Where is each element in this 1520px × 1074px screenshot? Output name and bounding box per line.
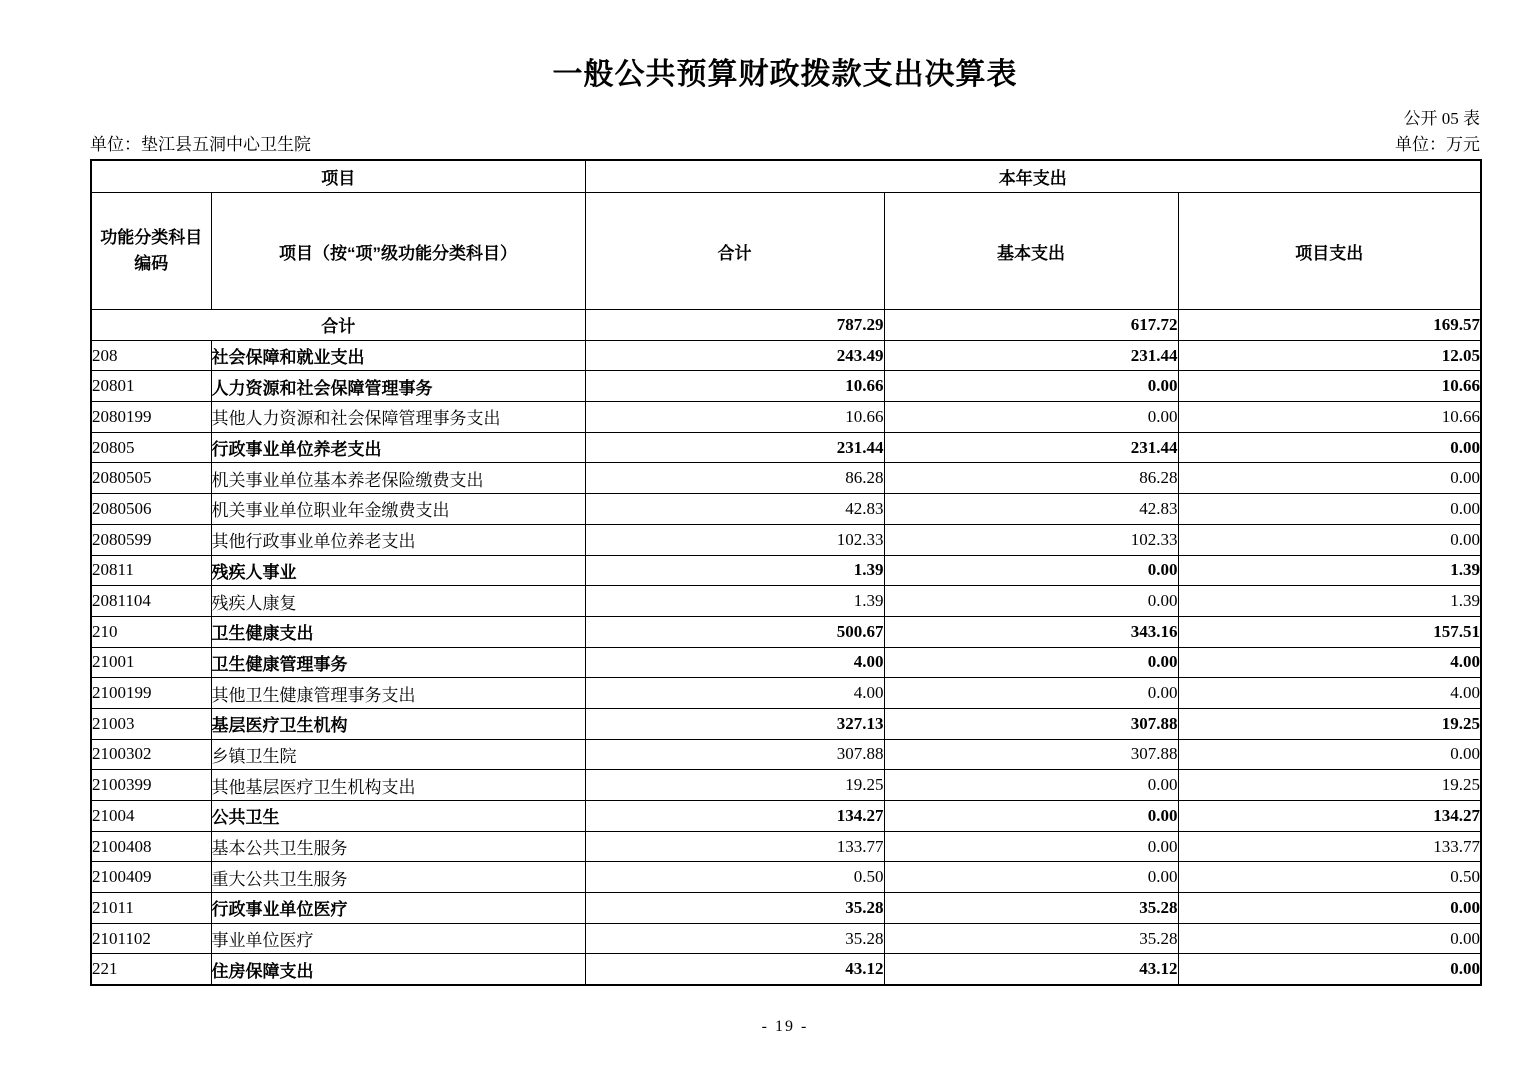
row-name: 卫生健康支出: [211, 616, 585, 647]
org-unit-label: 单位：垫江县五洞中心卫生院: [90, 135, 311, 154]
document-page: [90, 0, 1480, 986]
row-project: 0.00: [1178, 524, 1481, 555]
row-project: 157.51: [1178, 616, 1481, 647]
row-total: 231.44: [585, 432, 884, 463]
row-total: 4.00: [585, 647, 884, 678]
row-total: 0.50: [585, 862, 884, 893]
row-total: 35.28: [585, 893, 884, 924]
row-project: 4.00: [1178, 678, 1481, 709]
row-basic: 0.00: [884, 862, 1178, 893]
header-project-expenditure: 项目支出: [1178, 193, 1481, 310]
row-project: 12.05: [1178, 340, 1481, 371]
row-code: 20801: [91, 371, 211, 402]
row-name: 残疾人康复: [211, 586, 585, 617]
row-project: 0.00: [1178, 893, 1481, 924]
row-project: 133.77: [1178, 831, 1481, 862]
header-group-project: 项目: [91, 160, 585, 193]
table-row: [91, 402, 1481, 433]
header-function-code: 功能分类科目编码: [91, 193, 211, 310]
row-name: 公共卫生: [211, 801, 585, 832]
table-row: [91, 862, 1481, 893]
table-row: [91, 555, 1481, 586]
row-code: 2100399: [91, 770, 211, 801]
row-project: 134.27: [1178, 801, 1481, 832]
row-basic: 0.00: [884, 586, 1178, 617]
table-header: [91, 160, 1481, 310]
row-project: 1.39: [1178, 586, 1481, 617]
row-basic: 617.72: [884, 310, 1178, 341]
row-name: 其他人力资源和社会保障管理事务支出: [211, 402, 585, 433]
row-basic: 86.28: [884, 463, 1178, 494]
row-basic: 42.83: [884, 494, 1178, 525]
table-row: [91, 954, 1481, 985]
row-project: 0.00: [1178, 463, 1481, 494]
row-code: 221: [91, 954, 211, 985]
row-project: 0.00: [1178, 923, 1481, 954]
row-basic: 0.00: [884, 555, 1178, 586]
row-total: 500.67: [585, 616, 884, 647]
row-total: 4.00: [585, 678, 884, 709]
row-basic: 0.00: [884, 402, 1178, 433]
header-item-name: 项目（按“项”级功能分类科目）: [211, 193, 585, 310]
table-row: [91, 770, 1481, 801]
table-row: [91, 340, 1481, 371]
row-code: 2100302: [91, 739, 211, 770]
row-basic: 307.88: [884, 739, 1178, 770]
row-basic: 35.28: [884, 923, 1178, 954]
row-name: 行政事业单位养老支出: [211, 432, 585, 463]
table-row: [91, 524, 1481, 555]
row-name: 机关事业单位职业年金缴费支出: [211, 494, 585, 525]
row-total: 35.28: [585, 923, 884, 954]
table-row: [91, 616, 1481, 647]
row-project: 0.00: [1178, 954, 1481, 985]
row-basic: 0.00: [884, 831, 1178, 862]
row-project: 19.25: [1178, 708, 1481, 739]
row-project: 1.39: [1178, 555, 1481, 586]
row-code: 210: [91, 616, 211, 647]
table-row: [91, 494, 1481, 525]
row-code: 2100199: [91, 678, 211, 709]
row-code: 2100408: [91, 831, 211, 862]
row-name: 残疾人事业: [211, 555, 585, 586]
row-project: 4.00: [1178, 647, 1481, 678]
meta-row: [90, 134, 1480, 156]
header-columns-row: [91, 193, 1481, 310]
row-name: 住房保障支出: [211, 954, 585, 985]
row-basic: 0.00: [884, 801, 1178, 832]
row-project: 169.57: [1178, 310, 1481, 341]
header-group-row: [91, 160, 1481, 193]
table-row: [91, 310, 1481, 341]
row-code: 2080505: [91, 463, 211, 494]
row-code: 20811: [91, 555, 211, 586]
row-basic: 0.00: [884, 678, 1178, 709]
row-project: 0.00: [1178, 432, 1481, 463]
row-name: 事业单位医疗: [211, 923, 585, 954]
row-project: 10.66: [1178, 371, 1481, 402]
table-row: [91, 801, 1481, 832]
row-basic: 102.33: [884, 524, 1178, 555]
row-basic: 43.12: [884, 954, 1178, 985]
row-total: 86.28: [585, 463, 884, 494]
row-basic: 0.00: [884, 371, 1178, 402]
row-name: 乡镇卫生院: [211, 739, 585, 770]
row-code: 2080199: [91, 402, 211, 433]
row-code: 20805: [91, 432, 211, 463]
header-group-current-year: 本年支出: [585, 160, 1481, 193]
row-code: 21001: [91, 647, 211, 678]
row-basic: 343.16: [884, 616, 1178, 647]
row-basic: 307.88: [884, 708, 1178, 739]
row-project: 10.66: [1178, 402, 1481, 433]
row-name: 重大公共卫生服务: [211, 862, 585, 893]
page-title: 一般公共预算财政拨款支出决算表: [552, 58, 1018, 91]
header-basic-expenditure: 基本支出: [884, 193, 1178, 310]
row-code: 2081104: [91, 586, 211, 617]
table-row: [91, 432, 1481, 463]
page-number: - 19 -: [761, 1018, 809, 1035]
table-row: [91, 831, 1481, 862]
row-basic: 35.28: [884, 893, 1178, 924]
row-name: 其他基层医疗卫生机构支出: [211, 770, 585, 801]
row-name: 其他卫生健康管理事务支出: [211, 678, 585, 709]
row-total: 1.39: [585, 586, 884, 617]
row-code: 2080599: [91, 524, 211, 555]
row-code: 21011: [91, 893, 211, 924]
table-row: [91, 463, 1481, 494]
row-total: 43.12: [585, 954, 884, 985]
row-name: 行政事业单位医疗: [211, 893, 585, 924]
row-project: 19.25: [1178, 770, 1481, 801]
table-row: [91, 371, 1481, 402]
row-total: 102.33: [585, 524, 884, 555]
row-name: 社会保障和就业支出: [211, 340, 585, 371]
table-row: [91, 893, 1481, 924]
row-code: 21003: [91, 708, 211, 739]
row-basic: 0.00: [884, 647, 1178, 678]
table-row: [91, 647, 1481, 678]
currency-unit-label: 单位：万元: [1395, 135, 1480, 154]
row-name: 合计: [91, 310, 585, 341]
row-project: 0.00: [1178, 739, 1481, 770]
row-total: 10.66: [585, 371, 884, 402]
row-name: 卫生健康管理事务: [211, 647, 585, 678]
table-row: [91, 739, 1481, 770]
row-total: 327.13: [585, 708, 884, 739]
row-total: 42.83: [585, 494, 884, 525]
row-name: 机关事业单位基本养老保险缴费支出: [211, 463, 585, 494]
expenditure-table: [90, 159, 1482, 986]
row-project: 0.50: [1178, 862, 1481, 893]
table-body: [91, 310, 1481, 986]
row-total: 10.66: [585, 402, 884, 433]
row-basic: 231.44: [884, 340, 1178, 371]
row-code: 2100409: [91, 862, 211, 893]
row-name: 基层医疗卫生机构: [211, 708, 585, 739]
table-row: [91, 708, 1481, 739]
table-number-label: 公开 05 表: [1403, 109, 1480, 128]
row-total: 1.39: [585, 555, 884, 586]
row-name: 其他行政事业单位养老支出: [211, 524, 585, 555]
row-basic: 0.00: [884, 770, 1178, 801]
row-total: 19.25: [585, 770, 884, 801]
row-total: 787.29: [585, 310, 884, 341]
row-project: 0.00: [1178, 494, 1481, 525]
row-name: 人力资源和社会保障管理事务: [211, 371, 585, 402]
row-total: 133.77: [585, 831, 884, 862]
row-code: 208: [91, 340, 211, 371]
row-total: 134.27: [585, 801, 884, 832]
table-row: [91, 678, 1481, 709]
row-code: 21004: [91, 801, 211, 832]
row-total: 307.88: [585, 739, 884, 770]
table-row: [91, 586, 1481, 617]
row-basic: 231.44: [884, 432, 1178, 463]
row-name: 基本公共卫生服务: [211, 831, 585, 862]
row-total: 243.49: [585, 340, 884, 371]
row-code: 2080506: [91, 494, 211, 525]
row-code: 2101102: [91, 923, 211, 954]
header-total: 合计: [585, 193, 884, 310]
table-row: [91, 923, 1481, 954]
